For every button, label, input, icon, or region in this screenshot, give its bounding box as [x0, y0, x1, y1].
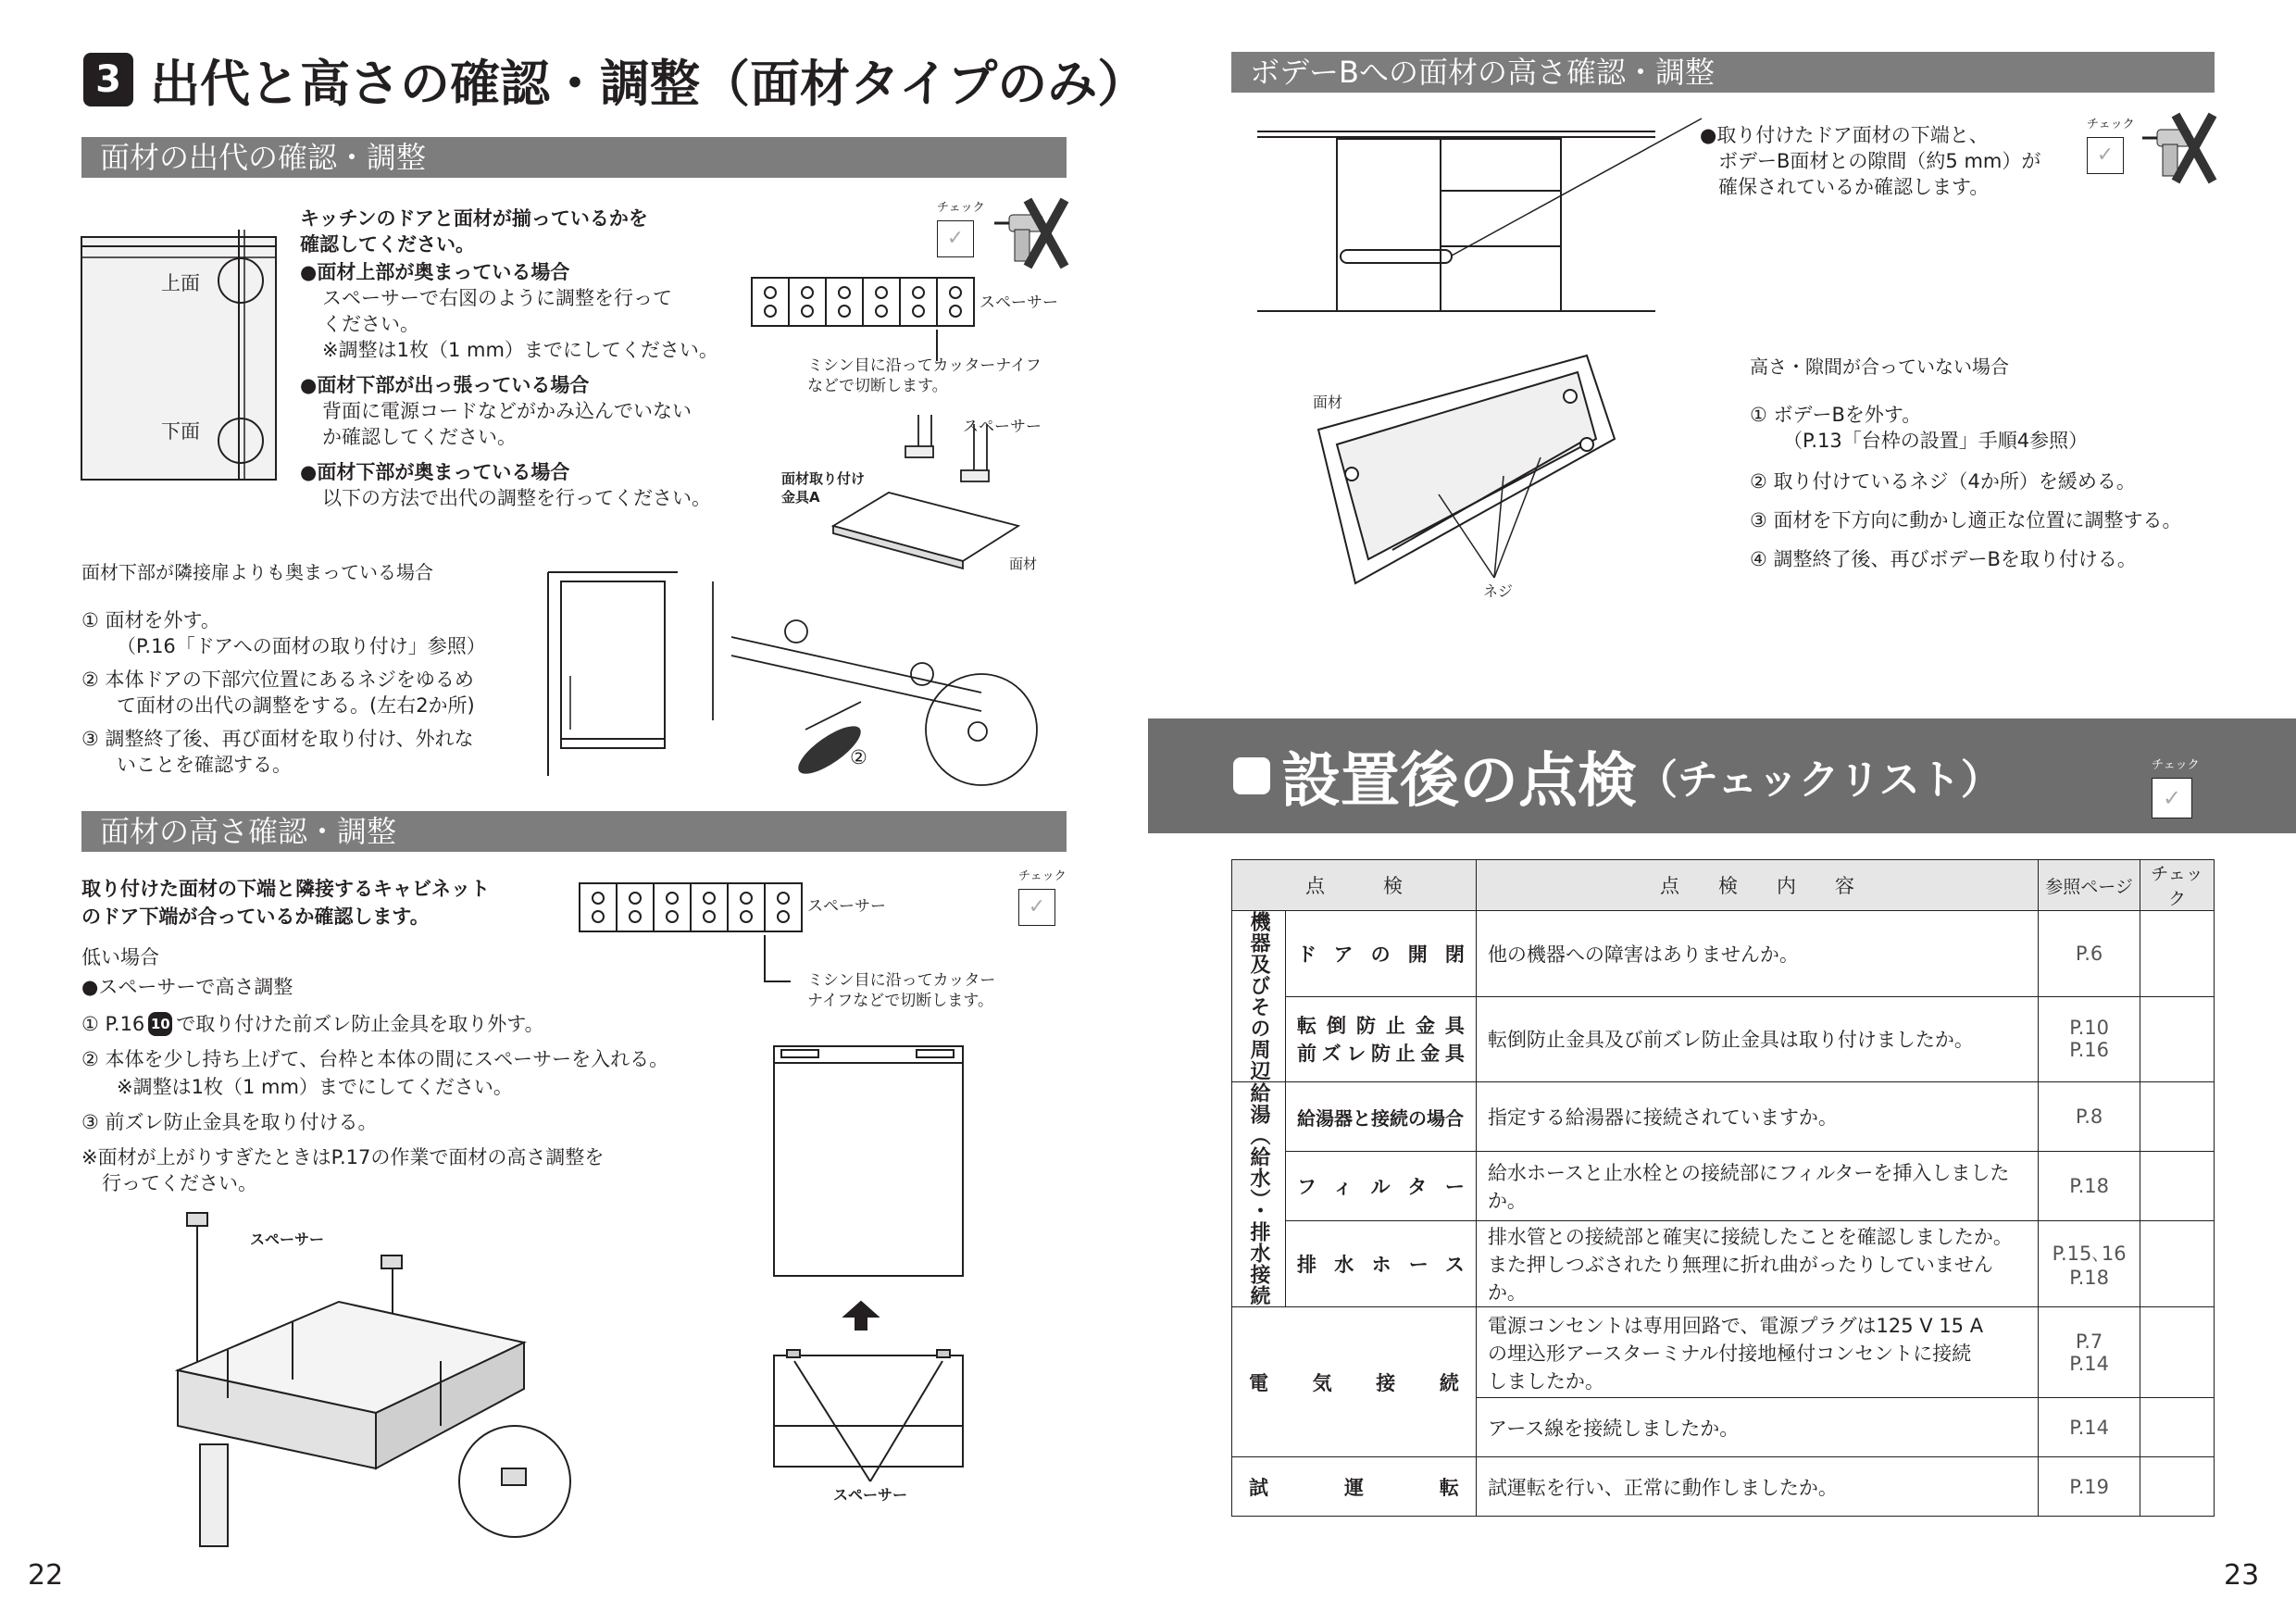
check-cell[interactable] [2140, 1082, 2215, 1152]
bodyb-step3: ③ 面材を下方向に動かし適正な位置に調整する。 [1750, 509, 2182, 531]
check-cell[interactable] [2140, 1152, 2215, 1221]
spacer-strip-1 [752, 278, 974, 333]
bodyb-step1b: （P.13「台枠の設置」手順4参照） [1783, 430, 2089, 452]
circle-2-label: ② [850, 746, 867, 768]
section-bar-dehiro: 面材の出代の確認・調整 [81, 137, 1067, 178]
cut-instruction-1b: などで切断します。 [807, 377, 948, 395]
section-bar-bodyb: ボデーBへの面材の高さ確認・調整 [1231, 52, 2215, 93]
bullet2-line2: か確認してください。 [322, 426, 517, 448]
check-mark-icon: ✓ [2152, 778, 2192, 818]
table-row: 機器及びその周辺 ドアの開閉 他の機器への障害はありませんか。 P.6 [1232, 911, 2215, 997]
sec2-note2: 行ってください。 [102, 1172, 257, 1194]
check-mark-icon: ✓ [937, 220, 974, 257]
group-label-1: 機器及びその周辺 [1246, 911, 1270, 1081]
check-mark-icon: ✓ [1018, 889, 1055, 926]
table-row: 給湯（給水）・排水接続 給湯器と接続の場合 指定する給湯器に接続されていますか。 P.8 [1232, 1082, 2215, 1152]
check-box: チェック ✓ [937, 198, 985, 257]
check-box-2: チェック ✓ [1018, 867, 1067, 926]
bullet-lower-protruding: ●面材下部が出っ張っている場合 [300, 374, 590, 396]
panel-label-2: 面材 [1313, 394, 1343, 411]
intro-line2: 確認してください。 [300, 233, 475, 256]
banner-subtitle: （チェックリスト） [1637, 756, 2002, 804]
table-row: 試運転 試運転を行い、正常に動作しましたか。 P.19 [1232, 1457, 2215, 1517]
square-bullet-icon [1233, 757, 1270, 794]
check-cell[interactable] [2140, 996, 2215, 1082]
bodyb-line1: ●取り付けたドア面材の下端と、 [1700, 124, 1989, 146]
spacer-label-1: スペーサー [980, 294, 1058, 312]
step3b: いことを確認する。 [117, 754, 292, 776]
left-page-title [83, 46, 1147, 113]
banner-title: 設置後の点検 [1281, 747, 1637, 816]
sec2-step2: ② 本体を少し持ち上げて、台枠と本体の間にスペーサーを入れる。 [81, 1048, 669, 1070]
bodyb-step2: ② 取り付けているネジ（4か所）を緩める。 [1750, 470, 2136, 493]
checklist-table [1231, 859, 2215, 1517]
step-ref-number: 10 [148, 1012, 172, 1036]
sec2-step2b: ※調整は1枚（1 mm）までにしてください。 [117, 1076, 513, 1098]
sec2-step1: ① P.16 10 で取り付けた前ズレ防止金具を取り外す。 [81, 1013, 544, 1035]
check-cell[interactable] [2140, 1398, 2215, 1457]
check-cell[interactable] [2140, 911, 2215, 997]
check-cell[interactable] [2140, 1221, 2215, 1307]
sec2-step3: ③ 前ズレ防止金具を取り付ける。 [81, 1111, 378, 1133]
cut-instruction-2b: ナイフなどで切断します。 [807, 992, 993, 1010]
page-number-left: 22 [28, 1559, 64, 1592]
sec2-bullet: ●スペーサーで高さ調整 [81, 976, 293, 998]
intro-line1: キッチンのドアと面材が揃っているかを [300, 207, 648, 230]
bullet-upper-recessed: ●面材上部が奥まっている場合 [300, 261, 570, 283]
bullet1-line1: スペーサーで右図のように調整を行って [322, 287, 672, 309]
table-row: フィルター 給水ホースと止水栓との接続部にフィルターを挿入しましたか。 P.18 [1232, 1152, 2215, 1221]
no-drill-icon [994, 196, 1068, 270]
spacer-label-2: スペーサー [963, 418, 1042, 436]
spacer-label-3: スペーサー [807, 897, 886, 916]
spacer-strip-2 [580, 883, 802, 994]
spacer-label-4: スペーサー [250, 1230, 325, 1248]
sec2-low: 低い場合 [81, 946, 159, 968]
bullet3-line1: 以下の方法で出代の調整を行ってください。 [322, 487, 711, 509]
check-box-banner: チェック ✓ [2152, 756, 2200, 818]
check-cell[interactable] [2140, 1457, 2215, 1517]
subsection-heading: 面材下部が隣接扉よりも奥まっている場合 [81, 561, 433, 583]
table-header [1232, 860, 2215, 911]
bracket-label-2: 金具A [781, 489, 820, 506]
check-cell[interactable] [2140, 1307, 2215, 1398]
bodyb-line2: ボデーB面材との隙間（約5 mm）が [1718, 150, 2041, 172]
table-row: 排水ホース 排水管との接続部と確実に接続したことを確認しましたか。 また押しつぶされたり無理に折れ曲がったりしていませんか。 P.15､16 P.18 [1232, 1221, 2215, 1307]
sec2-note1: ※面材が上がりすぎたときはP.17の作業で面材の高さ調整を [81, 1146, 605, 1168]
label-upper: 上面 [161, 272, 200, 294]
bodyb-line3: 確保されているか確認します。 [1718, 176, 1990, 198]
dishwasher-body-diagram [768, 1046, 972, 1509]
checklist-banner [1148, 718, 2296, 833]
panel-screw-diagram [1309, 356, 1624, 596]
step2: ② 本体ドアの下部穴位置にあるネジをゆるめ [81, 668, 474, 691]
sec2-intro2: のドア下端が合っているか確認します。 [81, 906, 430, 928]
bracket-label-1: 面材取り付け [781, 470, 866, 487]
step1: ① 面材を外す。 [81, 609, 220, 631]
cut-instruction-1a: ミシン目に沿ってカッターナイフ [807, 356, 1042, 375]
table-row: 転倒防止金具 前ズレ防止金具 転倒防止金具及び前ズレ防止金具は取り付けましたか。 P.10 P.16 [1232, 996, 2215, 1082]
spacer-label-5: スペーサー [833, 1486, 908, 1504]
bullet1-line2: ください。 [322, 313, 419, 335]
label-lower: 下面 [161, 420, 200, 443]
page-number-right: 23 [2224, 1559, 2260, 1592]
check-mark-icon: ✓ [2087, 137, 2124, 174]
frame-spacer-diagram [172, 1213, 644, 1574]
screw-adjust-diagram [704, 581, 1065, 794]
sec2-intro1: 取り付けた面材の下端と隣接するキャビネット [81, 878, 490, 900]
table-row: アース線を接続しましたか。 P.14 [1232, 1398, 2215, 1457]
bracket-diagram [833, 415, 1055, 572]
dishwasher-front-diagram [548, 563, 678, 776]
bullet1-line3: ※調整は1枚（1 mm）までにしてください。 [322, 339, 718, 361]
bodyb-case: 高さ・隙間が合っていない場合 [1750, 356, 2009, 378]
header-content: 点 検 内 容 [1476, 860, 2038, 911]
bullet-lower-recessed: ●面材下部が奥まっている場合 [300, 461, 570, 483]
no-drill-icon-2 [2142, 111, 2216, 185]
check-box-3: チェック ✓ [2087, 115, 2135, 174]
bodyb-step1: ① ボデーBを外す。 [1750, 404, 1922, 426]
section-number: 3 [83, 53, 133, 106]
section-bar-height: 面材の高さ確認・調整 [81, 811, 1067, 852]
step1b: （P.16「ドアへの面材の取り付け」参照） [117, 635, 486, 657]
header-check: チェック [2140, 860, 2215, 911]
panel-label-1: 面材 [1009, 556, 1038, 572]
group-label-2: 給湯（給水）・排水接続 [1246, 1082, 1270, 1306]
screw-label: ネジ [1483, 582, 1514, 600]
table-row: 電気接続 電源コンセントは専用回路で、電源プラグは125 V 15 A の埋込形アースターミナル付接地極付コンセントに接続 しましたか。 P.7 P.14 [1232, 1307, 2215, 1398]
kitchen-cabinet-diagram [1257, 126, 1655, 311]
cut-instruction-2a: ミシン目に沿ってカッター [807, 971, 996, 990]
header-inspection: 点 検 [1232, 860, 1477, 911]
bodyb-step4: ④ 調整終了後、再びボデーBを取り付ける。 [1750, 548, 2137, 570]
page-title: 出代と高さの確認・調整（面材タイプのみ） [150, 54, 1148, 113]
header-ref: 参照ページ [2039, 860, 2140, 911]
step2b: て面材の出代の調整をする。(左右2か所) [117, 694, 475, 717]
bullet2-line1: 背面に電源コードなどがかみ込んでいない [322, 400, 692, 422]
step3: ③ 調整終了後、再び面材を取り付け、外れな [81, 728, 474, 750]
